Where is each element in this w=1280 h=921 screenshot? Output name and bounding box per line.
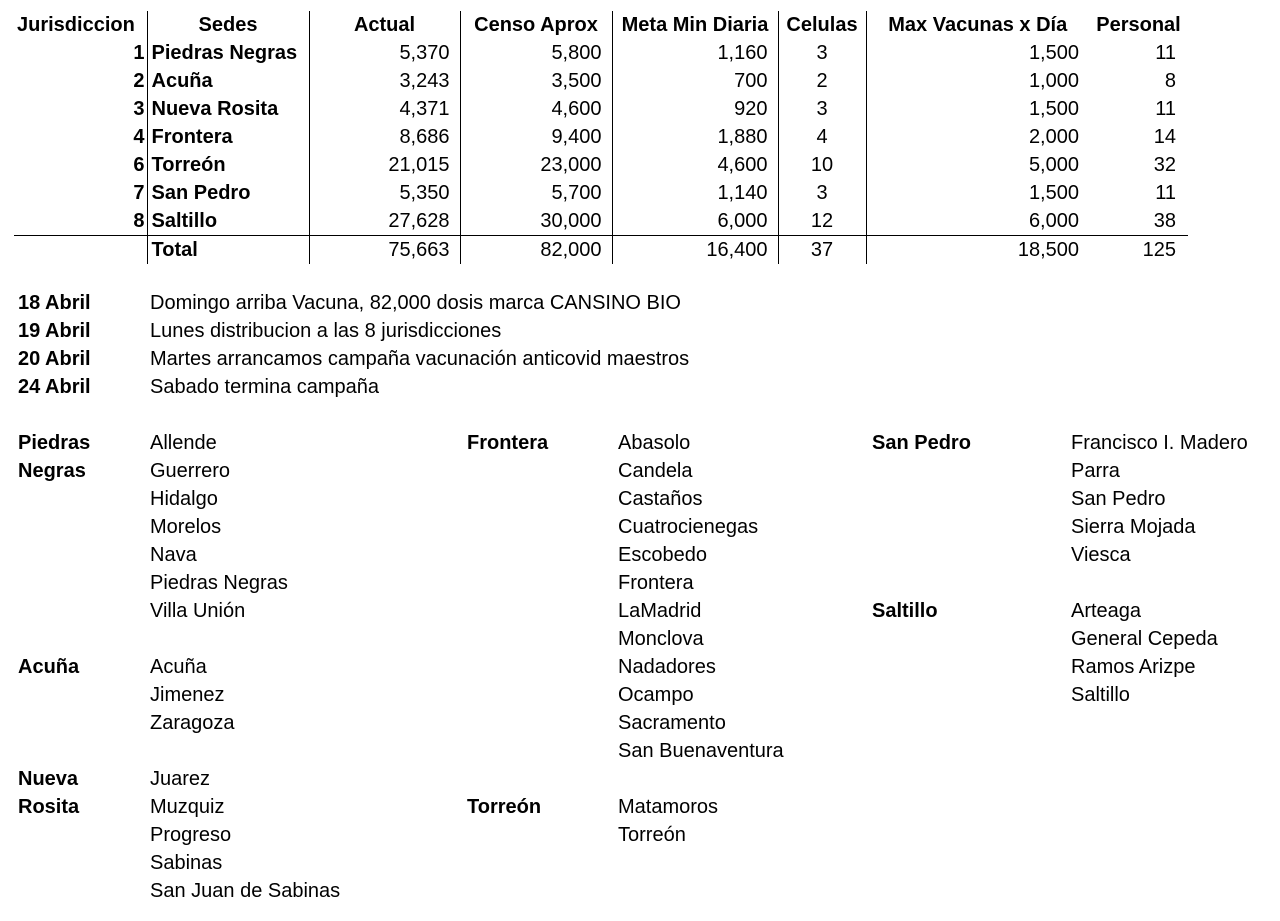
group-name-line: Rosita [18,796,80,818]
cell-sede: Saltillo [147,207,309,236]
list-item: Torreón [618,824,686,846]
table-row [14,151,1188,179]
table-header-row [14,11,1188,39]
cell-num: 1 [133,42,145,64]
vaccination-summary-table [14,11,1188,264]
group-name [467,429,587,457]
list-item: San Juan de Sabinas [150,880,341,902]
municipality-list [150,653,235,737]
timeline [18,289,1018,401]
list-item: General Cepeda [1071,628,1218,650]
list-item: Saltillo [1071,684,1130,706]
list-item: San Pedro [1071,488,1166,510]
list-item: Viesca [1071,544,1131,566]
group-name-line: Piedras [18,432,91,454]
list-item: Zaragoza [150,712,235,734]
cell-sede: Torreón [147,151,309,179]
group-name [872,429,992,457]
list-item: Ramos Arizpe [1071,656,1196,678]
list-item: Morelos [150,516,222,538]
cell-actual: 8,686 [309,123,460,151]
timeline-text: Domingo arriba Vacuna, 82,000 dosis marca CANSINO BIO [150,292,681,314]
municipality-list [618,793,718,849]
cell-num: 8 [133,210,145,232]
cell-max: 2,000 [866,123,1089,151]
cell-censo: 23,000 [460,151,612,179]
municipality-list [1071,429,1248,569]
table-row [14,95,1188,123]
timeline-entry [18,373,1018,401]
list-item: Allende [150,432,217,454]
group-name [872,597,992,625]
total-empty [14,236,147,265]
list-item: Ocampo [618,684,694,706]
table-total-row [14,236,1188,265]
header-sedes: Sedes [147,11,309,39]
list-item: Castaños [618,488,703,510]
table-row [14,123,1188,151]
group-name [18,765,138,821]
timeline-text: Martes arrancamos campaña vacunación anticovid maestros [150,348,690,370]
list-item: Acuña [150,656,207,678]
cell-actual: 4,371 [309,95,460,123]
cell-num: 7 [133,182,145,204]
cell-meta: 4,600 [612,151,778,179]
cell-max: 5,000 [866,151,1089,179]
cell-meta: 700 [612,67,778,95]
list-item: Jimenez [150,684,225,706]
total-censo: 82,000 [460,236,612,265]
municipality-list [618,429,784,765]
cell-celulas: 3 [778,39,866,67]
list-item: Sabinas [150,852,223,874]
cell-sede: San Pedro [147,179,309,207]
list-item: Sierra Mojada [1071,516,1196,538]
cell-num: 3 [133,98,145,120]
header-actual: Actual [309,11,460,39]
list-item: Sacramento [618,712,726,734]
cell-sede: Acuña [147,67,309,95]
timeline-entry [18,317,1018,345]
list-item: Guerrero [150,460,231,482]
cell-meta: 1,140 [612,179,778,207]
list-item: San Buenaventura [618,740,784,762]
list-item: LaMadrid [618,600,702,622]
timeline-text: Sabado termina campaña [150,376,380,398]
header-personal: Personal [1096,14,1181,36]
header-censo: Censo Aprox [460,11,612,39]
cell-num: 6 [133,154,145,176]
cell-meta: 6,000 [612,207,778,236]
table-body [14,39,1188,264]
group-name-line: San Pedro [872,432,971,454]
list-item: Matamoros [618,796,719,818]
cell-sede: Frontera [147,123,309,151]
timeline-text: Lunes distribucion a las 8 jurisdicciones [150,320,502,342]
list-item: Francisco I. Madero [1071,432,1248,454]
total-actual: 75,663 [309,236,460,265]
timeline-date: 20 Abril [18,348,91,370]
cell-max: 1,500 [866,95,1089,123]
group-name-line: Frontera [467,432,549,454]
table-row [14,207,1188,236]
list-item: Hidalgo [150,488,218,510]
cell-censo: 5,700 [460,179,612,207]
cell-personal: 32 [1153,154,1176,176]
list-item: Abasolo [618,432,691,454]
list-item: Parra [1071,460,1120,482]
group-name [467,793,587,821]
list-item: Escobedo [618,544,707,566]
total-label: Total [147,236,309,265]
cell-num: 2 [133,70,145,92]
table-row [14,39,1188,67]
table-row [14,67,1188,95]
list-item: Cuatrocienegas [618,516,759,538]
municipality-list [150,429,288,625]
cell-celulas: 10 [778,151,866,179]
list-item: Arteaga [1071,600,1142,622]
group-name-line: Negras [18,460,86,482]
cell-actual: 27,628 [309,207,460,236]
cell-meta: 1,160 [612,39,778,67]
group-name [18,429,138,485]
table-row [14,179,1188,207]
list-item: Frontera [618,572,694,594]
cell-censo: 9,400 [460,123,612,151]
header-max: Max Vacunas x Día [866,11,1089,39]
cell-sede: Piedras Negras [147,39,309,67]
cell-censo: 4,600 [460,95,612,123]
list-item: Progreso [150,824,232,846]
cell-censo: 3,500 [460,67,612,95]
header-meta: Meta Min Diaria [612,11,778,39]
group-name-line: Acuña [18,656,80,678]
group-name [18,653,138,681]
cell-max: 1,500 [866,39,1089,67]
total-max: 18,500 [866,236,1089,265]
group-name-line: Torreón [467,796,542,818]
cell-actual: 5,370 [309,39,460,67]
cell-celulas: 3 [778,179,866,207]
cell-celulas: 3 [778,95,866,123]
total-celulas: 37 [778,236,866,265]
list-item: Muzquiz [150,796,225,818]
cell-max: 1,000 [866,67,1089,95]
list-item: Candela [618,460,693,482]
header-jurisdiccion: Jurisdiccion [17,14,135,36]
cell-personal: 11 [1155,42,1176,64]
list-item: Nadadores [618,656,716,678]
list-item: Villa Unión [150,600,246,622]
cell-meta: 920 [612,95,778,123]
cell-meta: 1,880 [612,123,778,151]
timeline-entry [18,345,1018,373]
list-item: Monclova [618,628,704,650]
timeline-date: 19 Abril [18,320,91,342]
cell-personal: 38 [1153,210,1176,232]
cell-censo: 5,800 [460,39,612,67]
timeline-entry [18,289,1018,317]
list-item: Piedras Negras [150,572,288,594]
total-meta: 16,400 [612,236,778,265]
cell-personal: 11 [1155,182,1176,204]
header-celulas: Celulas [778,11,866,39]
cell-actual: 3,243 [309,67,460,95]
group-name-line: Nueva [18,768,79,790]
cell-actual: 5,350 [309,179,460,207]
cell-celulas: 4 [778,123,866,151]
cell-num: 4 [133,126,145,148]
municipality-list [1071,597,1218,709]
cell-celulas: 2 [778,67,866,95]
cell-max: 6,000 [866,207,1089,236]
municipality-list [150,765,340,905]
list-item: Juarez [150,768,211,790]
timeline-date: 24 Abril [18,376,91,398]
cell-personal: 14 [1153,126,1176,148]
total-personal: 125 [1089,236,1188,265]
cell-personal: 11 [1155,98,1176,120]
cell-actual: 21,015 [309,151,460,179]
cell-max: 1,500 [866,179,1089,207]
timeline-date: 18 Abril [18,292,91,314]
cell-sede: Nueva Rosita [147,95,309,123]
cell-personal: 8 [1164,70,1176,92]
cell-celulas: 12 [778,207,866,236]
group-name-line: Saltillo [872,600,938,622]
cell-censo: 30,000 [460,207,612,236]
list-item: Nava [150,544,197,566]
